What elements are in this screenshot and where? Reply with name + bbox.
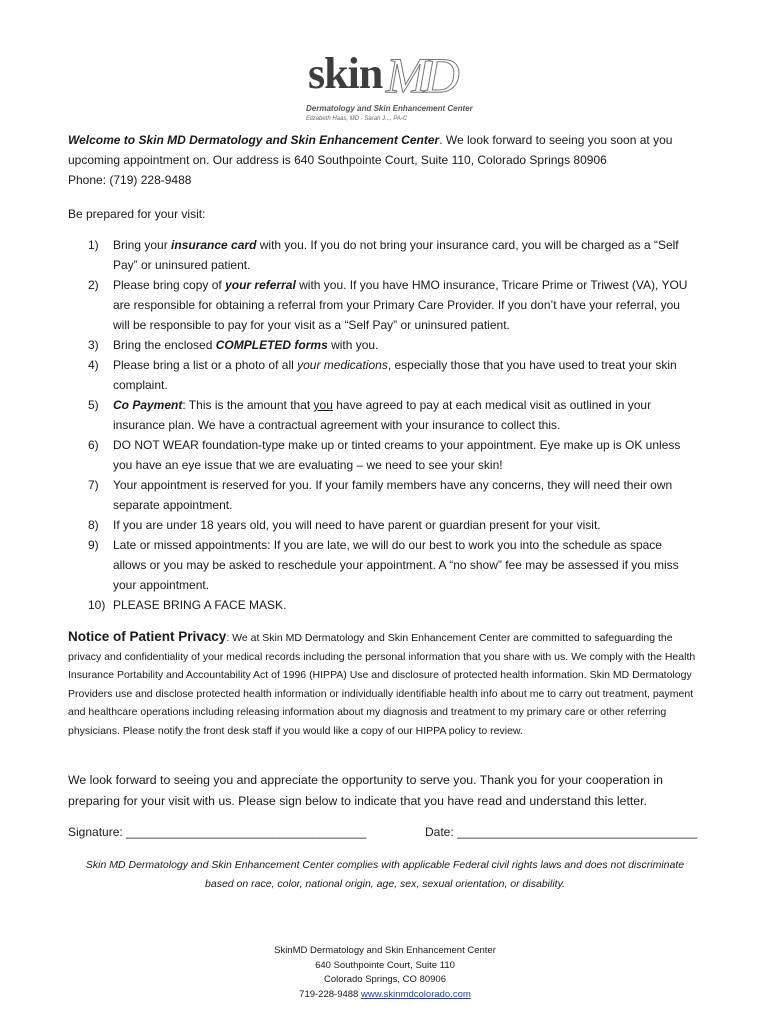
signature-field[interactable]: Signature: ____________________________________ <box>68 825 367 839</box>
logo-skin-text: skin <box>308 49 383 98</box>
footer-street: 640 Southpointe Court, Suite 110 <box>315 959 455 971</box>
footer-contact <box>185 988 585 1003</box>
footer-name: SkinMD Dermatology and Skin Enhancement Center <box>274 945 496 956</box>
welcome-title: Welcome to Skin MD Dermatology and Skin Enhancement Center <box>68 133 440 147</box>
list-item: 1) Bring your insurance card with you. If you do not bring your insurance card, you will be charged as a “Self Pay” or uninsured patient. <box>88 238 679 272</box>
list-item: 6) DO NOT WEAR foundation-type make up or tinted creams to your appointment. Eye make up is OK unless you have an eye issue that we are evaluating – we need to see your skin! <box>88 438 681 472</box>
list-item: 7) Your appointment is reserved for you. If your family members have any concerns, they will need their own separate appointment. <box>88 478 673 512</box>
privacy-title: Notice of Patient Privacy <box>68 629 227 644</box>
footer-city: Colorado Springs, CO 80906 <box>324 974 446 985</box>
list-item: 10) PLEASE BRING A FACE MASK. <box>88 598 287 612</box>
phone-line: Phone: (719) 228-9488 <box>68 173 192 187</box>
nondiscrimination-notice: Skin MD Dermatology and Skin Enhancement Center complies with applicable Federal civil rights laws and does not discriminate based on race, color, national origin, age, sex, sexual orientation, or disability. <box>85 859 685 890</box>
privacy-notice <box>68 628 704 740</box>
list-item: 3) Bring the enclosed COMPLETED forms with you. <box>88 338 379 352</box>
prepared-heading: Be prepared for your visit: <box>68 207 206 221</box>
closing-paragraph: We look forward to seeing you and appreciate the opportunity to serve you. Thank you for your cooperation in preparing for your visit with us. Please sign below to indicate that you have read and understand this letter. <box>68 773 663 808</box>
list-item: 9) Late or missed appointments: If you are late, we will do our best to work you into the schedule as space allows or you may be asked to reschedule your appointment. A “no show” fee may be assessed if you miss your appointment. <box>88 538 679 592</box>
privacy-text: : We at Skin MD Dermatology and Skin Enhancement Center are committed to safeguarding the privacy and confidentiality of your medical records including the personal information that you share with us. We comply with the Health Insurance Portability and Accountability Act of 1996 (HIPPA) Use and disclosure of protected health information. Skin MD Dermatology Providers use and disclose protected health information or individually identifiable health info about me to carry out treatment, payment and healthcare operations including releasing information about my diagnosis and treatment to my primary care or other referring physicians. Please notify the front desk staff if you would like a copy of our HIPPA policy to review. <box>68 632 696 737</box>
checklist <box>68 235 688 615</box>
logo-md-text: MD <box>386 47 456 103</box>
list-item: 8) If you are under 18 years old, you will need to have parent or guardian present for your visit. <box>88 518 601 532</box>
website-link[interactable]: www.skinmdcolorado.com <box>360 988 471 1000</box>
intro-paragraph <box>68 130 708 190</box>
logo <box>300 46 473 128</box>
list-item: 4) Please bring a list or a photo of all your medications, especially those that you have used to treat your skin complaint. <box>88 358 677 392</box>
footer-address <box>185 944 585 1002</box>
list-item: 5) Co Payment: This is the amount that you have agreed to pay at each medical visit as outlined in your insurance plan. We have a contractual agreement with your insurance to collect this. <box>88 398 652 432</box>
intro-text: . We look forward to seeing you soon at you upcoming appointment on. Our address is 640 Southpointe Court, Suite 110, Colorado Springs 80906 <box>68 133 673 167</box>
date-field[interactable]: Date: ____________________________________ <box>425 825 698 839</box>
footer-phone: 719-228-9488 <box>299 988 359 1000</box>
logo-providers: Elizabeth Haas, MD · Sarah J..., PA-C <box>306 116 408 122</box>
logo-tagline: Dermatology and Skin Enhancement Center <box>306 104 473 113</box>
list-item: 2) Please bring copy of your referral with you. If you have HMO insurance, Tricare Prime or Triwest (VA), YOU are responsible for obtaining a referral from your Primary Care Provider. If you don’t have your referral, you will be responsible to pay for your visit as a “Self Pay” or uninsured patient. <box>88 278 688 332</box>
